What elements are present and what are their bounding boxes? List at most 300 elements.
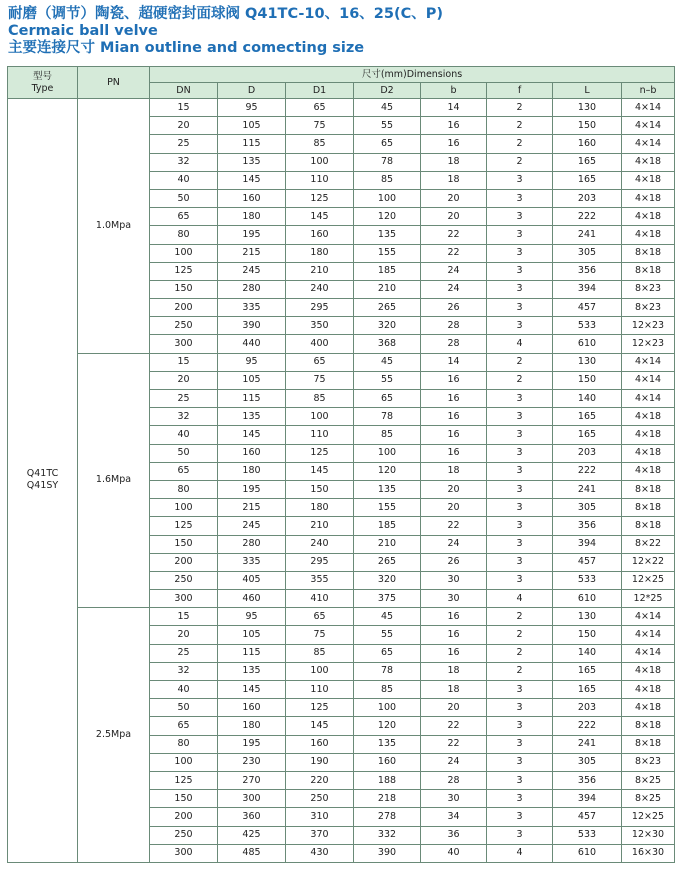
table-cell: 230 xyxy=(218,753,286,771)
table-cell: 165 xyxy=(553,662,622,680)
table-cell: 400 xyxy=(286,335,354,353)
table-cell: 3 xyxy=(487,735,553,753)
table-cell: 4 xyxy=(487,844,553,862)
table-cell: 2 xyxy=(487,626,553,644)
table-cell: 220 xyxy=(286,771,354,789)
table-cell: 356 xyxy=(553,262,622,280)
table-cell: 30 xyxy=(421,790,487,808)
table-cell: 110 xyxy=(286,171,354,189)
table-cell: 4×18 xyxy=(622,426,675,444)
table-cell: 245 xyxy=(218,262,286,280)
table-cell: 16×30 xyxy=(622,844,675,862)
table-cell: 195 xyxy=(218,226,286,244)
table-cell: 8×18 xyxy=(622,499,675,517)
table-cell: 150 xyxy=(553,371,622,389)
table-cell: 15 xyxy=(150,353,218,371)
table-cell: 20 xyxy=(421,480,487,498)
table-cell: 295 xyxy=(286,553,354,571)
table-cell: 8×18 xyxy=(622,480,675,498)
table-cell: 30 xyxy=(421,571,487,589)
table-cell: 160 xyxy=(218,699,286,717)
table-cell: 12×25 xyxy=(622,808,675,826)
table-cell: 350 xyxy=(286,317,354,335)
table-cell: 95 xyxy=(218,99,286,117)
table-cell: 3 xyxy=(487,517,553,535)
table-cell: 28 xyxy=(421,771,487,789)
table-cell: 50 xyxy=(150,444,218,462)
table-cell: 8×18 xyxy=(622,517,675,535)
table-cell: 3 xyxy=(487,226,553,244)
table-cell: 300 xyxy=(150,590,218,608)
table-cell: 22 xyxy=(421,244,487,262)
table-cell: 3 xyxy=(487,390,553,408)
table-cell: 105 xyxy=(218,371,286,389)
table-cell: 160 xyxy=(286,226,354,244)
table-cell: 140 xyxy=(553,644,622,662)
table-cell: 3 xyxy=(487,699,553,717)
table-cell: 45 xyxy=(354,608,421,626)
table-cell: 185 xyxy=(354,262,421,280)
table-cell: 241 xyxy=(553,735,622,753)
table-cell: 457 xyxy=(553,299,622,317)
table-cell: 155 xyxy=(354,499,421,517)
table-cell: 75 xyxy=(286,626,354,644)
table-cell: 14 xyxy=(421,353,487,371)
table-cell: 100 xyxy=(150,753,218,771)
type-header-en: Type xyxy=(31,82,54,94)
table-cell: 4 xyxy=(487,335,553,353)
table-cell: 145 xyxy=(286,208,354,226)
table-cell: 3 xyxy=(487,535,553,553)
table-cell: 100 xyxy=(286,153,354,171)
table-cell: 85 xyxy=(354,426,421,444)
table-cell: 12×23 xyxy=(622,335,675,353)
table-cell: 55 xyxy=(354,371,421,389)
table-cell: 356 xyxy=(553,771,622,789)
table-cell: 4×14 xyxy=(622,117,675,135)
table-cell: 390 xyxy=(218,317,286,335)
table-cell: 4 xyxy=(487,590,553,608)
table-cell: 335 xyxy=(218,553,286,571)
table-cell: 3 xyxy=(487,208,553,226)
table-cell: 8×25 xyxy=(622,790,675,808)
table-cell: 12×30 xyxy=(622,826,675,844)
table-cell: 18 xyxy=(421,153,487,171)
column-header: b xyxy=(421,83,487,99)
table-cell: 185 xyxy=(354,517,421,535)
table-cell: 4×14 xyxy=(622,371,675,389)
table-cell: 222 xyxy=(553,717,622,735)
table-cell: 4×14 xyxy=(622,608,675,626)
table-cell: 105 xyxy=(218,117,286,135)
table-cell: 80 xyxy=(150,480,218,498)
table-cell: 250 xyxy=(150,317,218,335)
table-cell: 18 xyxy=(421,462,487,480)
table-cell: 300 xyxy=(150,844,218,862)
table-cell: 40 xyxy=(421,844,487,862)
table-cell: 3 xyxy=(487,299,553,317)
table-cell: 4×14 xyxy=(622,135,675,153)
table-cell: 55 xyxy=(354,626,421,644)
type-label: Q41SY xyxy=(26,480,59,492)
table-cell: 140 xyxy=(553,390,622,408)
table-cell: 100 xyxy=(150,244,218,262)
column-header: D xyxy=(218,83,286,99)
table-cell: 100 xyxy=(354,444,421,462)
table-cell: 533 xyxy=(553,826,622,844)
table-cell: 85 xyxy=(286,390,354,408)
table-cell: 16 xyxy=(421,135,487,153)
table-cell: 610 xyxy=(553,335,622,353)
table-cell: 305 xyxy=(553,753,622,771)
table-cell: 80 xyxy=(150,226,218,244)
table-cell: 200 xyxy=(150,553,218,571)
table-cell: 250 xyxy=(286,790,354,808)
table-cell: 457 xyxy=(553,808,622,826)
table-cell: 40 xyxy=(150,426,218,444)
table-cell: 16 xyxy=(421,390,487,408)
table-cell: 145 xyxy=(286,717,354,735)
table-cell: 100 xyxy=(286,408,354,426)
table-cell: 222 xyxy=(553,462,622,480)
table-cell: 3 xyxy=(487,681,553,699)
table-cell: 2 xyxy=(487,153,553,171)
table-cell: 160 xyxy=(553,135,622,153)
table-cell: 150 xyxy=(150,790,218,808)
table-cell: 405 xyxy=(218,571,286,589)
table-cell: 8×23 xyxy=(622,753,675,771)
table-cell: 210 xyxy=(354,280,421,298)
table-cell: 4×18 xyxy=(622,171,675,189)
table-cell: 150 xyxy=(553,117,622,135)
table-cell: 200 xyxy=(150,808,218,826)
table-cell: 375 xyxy=(354,590,421,608)
table-cell: 15 xyxy=(150,99,218,117)
table-cell: 22 xyxy=(421,735,487,753)
table-cell: 210 xyxy=(286,517,354,535)
table-cell: 215 xyxy=(218,499,286,517)
table-cell: 394 xyxy=(553,535,622,553)
table-cell: 125 xyxy=(286,444,354,462)
table-cell: 16 xyxy=(421,371,487,389)
table-cell: 4×14 xyxy=(622,99,675,117)
table-cell: 145 xyxy=(286,462,354,480)
table-cell: 180 xyxy=(218,208,286,226)
table-cell: 300 xyxy=(218,790,286,808)
table-cell: 310 xyxy=(286,808,354,826)
table-cell: 165 xyxy=(553,153,622,171)
table-cell: 8×18 xyxy=(622,244,675,262)
table-cell: 32 xyxy=(150,662,218,680)
table-cell: 22 xyxy=(421,717,487,735)
table-cell: 4×14 xyxy=(622,626,675,644)
table-cell: 241 xyxy=(553,480,622,498)
table-cell: 14 xyxy=(421,99,487,117)
table-cell: 150 xyxy=(553,626,622,644)
table-cell: 85 xyxy=(354,171,421,189)
table-header xyxy=(8,67,675,99)
table-cell: 12*25 xyxy=(622,590,675,608)
type-header-cn: 型号 xyxy=(32,70,52,82)
table-cell: 160 xyxy=(218,189,286,207)
table-cell: 335 xyxy=(218,299,286,317)
table-cell: 135 xyxy=(354,480,421,498)
table-cell: 8×23 xyxy=(622,299,675,317)
table-cell: 332 xyxy=(354,826,421,844)
table-cell: 24 xyxy=(421,280,487,298)
table-cell: 3 xyxy=(487,317,553,335)
table-cell: 15 xyxy=(150,608,218,626)
table-cell: 95 xyxy=(218,608,286,626)
table-cell: 4×18 xyxy=(622,153,675,171)
table-cell: 440 xyxy=(218,335,286,353)
table-cell: 165 xyxy=(553,171,622,189)
table-row xyxy=(8,99,675,117)
table-cell: 245 xyxy=(218,517,286,535)
table-cell: 270 xyxy=(218,771,286,789)
table-cell: 115 xyxy=(218,390,286,408)
table-cell: 203 xyxy=(553,444,622,462)
table-cell: 65 xyxy=(150,717,218,735)
table-cell: 195 xyxy=(218,735,286,753)
table-cell: 120 xyxy=(354,208,421,226)
table-cell: 12×22 xyxy=(622,553,675,571)
pn-header: PN xyxy=(78,67,150,99)
table-cell: 4×18 xyxy=(622,226,675,244)
table-cell: 3 xyxy=(487,499,553,517)
table-cell: 125 xyxy=(286,189,354,207)
table-cell: 20 xyxy=(150,117,218,135)
table-cell: 610 xyxy=(553,844,622,862)
column-header: L xyxy=(553,83,622,99)
table-cell: 24 xyxy=(421,753,487,771)
table-cell: 3 xyxy=(487,244,553,262)
table-cell: 4×14 xyxy=(622,644,675,662)
table-cell: 18 xyxy=(421,662,487,680)
table-cell: 278 xyxy=(354,808,421,826)
table-cell: 115 xyxy=(218,644,286,662)
table-cell: 240 xyxy=(286,535,354,553)
table-cell: 2 xyxy=(487,117,553,135)
table-cell: 20 xyxy=(421,699,487,717)
table-cell: 16 xyxy=(421,408,487,426)
table-cell: 188 xyxy=(354,771,421,789)
table-cell: 16 xyxy=(421,644,487,662)
table-cell: 16 xyxy=(421,626,487,644)
table-cell: 320 xyxy=(354,571,421,589)
table-cell: 12×25 xyxy=(622,571,675,589)
table-cell: 125 xyxy=(150,771,218,789)
table-cell: 135 xyxy=(218,662,286,680)
table-row xyxy=(8,608,675,626)
table-cell: 22 xyxy=(421,226,487,244)
table-cell: 45 xyxy=(354,99,421,117)
table-cell: 65 xyxy=(150,462,218,480)
table-cell: 215 xyxy=(218,244,286,262)
table-cell: 3 xyxy=(487,444,553,462)
table-cell: 250 xyxy=(150,826,218,844)
table-cell: 78 xyxy=(354,408,421,426)
table-cell: 394 xyxy=(553,790,622,808)
table-cell: 135 xyxy=(218,153,286,171)
table-cell: 2 xyxy=(487,371,553,389)
table-cell: 394 xyxy=(553,280,622,298)
subtitle: 主要连接尺寸 Mian outline and comecting size xyxy=(8,40,365,56)
table-cell: 125 xyxy=(150,517,218,535)
table-cell: 3 xyxy=(487,462,553,480)
table-cell: 65 xyxy=(286,353,354,371)
table-cell: 55 xyxy=(354,117,421,135)
table-cell: 110 xyxy=(286,426,354,444)
table-cell: 16 xyxy=(421,608,487,626)
table-cell: 265 xyxy=(354,299,421,317)
table-cell: 16 xyxy=(421,444,487,462)
table-cell: 210 xyxy=(354,535,421,553)
column-header: f xyxy=(487,83,553,99)
table-cell: 50 xyxy=(150,189,218,207)
table-cell: 100 xyxy=(354,189,421,207)
table-cell: 3 xyxy=(487,753,553,771)
table-cell: 265 xyxy=(354,553,421,571)
table-cell: 12×23 xyxy=(622,317,675,335)
table-cell: 120 xyxy=(354,462,421,480)
table-cell: 2 xyxy=(487,662,553,680)
table-cell: 155 xyxy=(354,244,421,262)
table-cell: 16 xyxy=(421,426,487,444)
table-cell: 26 xyxy=(421,299,487,317)
table-cell: 25 xyxy=(150,644,218,662)
table-cell: 28 xyxy=(421,317,487,335)
table-cell: 4×18 xyxy=(622,681,675,699)
table-cell: 160 xyxy=(218,444,286,462)
table-cell: 20 xyxy=(150,371,218,389)
type-header xyxy=(8,67,78,99)
table-cell: 4×18 xyxy=(622,699,675,717)
table-cell: 3 xyxy=(487,171,553,189)
table-cell: 78 xyxy=(354,662,421,680)
table-cell: 150 xyxy=(286,480,354,498)
table-cell: 65 xyxy=(354,644,421,662)
table-cell: 18 xyxy=(421,171,487,189)
table-cell: 145 xyxy=(218,681,286,699)
table-cell: 20 xyxy=(150,626,218,644)
table-cell: 222 xyxy=(553,208,622,226)
table-cell: 135 xyxy=(354,735,421,753)
table-cell: 110 xyxy=(286,681,354,699)
table-cell: 203 xyxy=(553,189,622,207)
table-cell: 355 xyxy=(286,571,354,589)
table-cell: 370 xyxy=(286,826,354,844)
table-cell: 36 xyxy=(421,826,487,844)
table-cell: 180 xyxy=(218,717,286,735)
table-cell: 8×23 xyxy=(622,280,675,298)
table-cell: 4×18 xyxy=(622,444,675,462)
table-cell: 241 xyxy=(553,226,622,244)
table-cell: 3 xyxy=(487,480,553,498)
table-cell: 25 xyxy=(150,390,218,408)
dimensions-table xyxy=(7,66,675,863)
table-cell: 135 xyxy=(218,408,286,426)
table-cell: 20 xyxy=(421,208,487,226)
pn-cell: 1.0Mpa xyxy=(78,99,150,354)
table-cell: 20 xyxy=(421,189,487,207)
table-cell: 425 xyxy=(218,826,286,844)
table-cell: 485 xyxy=(218,844,286,862)
table-cell: 3 xyxy=(487,553,553,571)
table-cell: 250 xyxy=(150,571,218,589)
type-label: Q41TC xyxy=(26,468,59,480)
table-cell: 430 xyxy=(286,844,354,862)
table-cell: 195 xyxy=(218,480,286,498)
table-cell: 130 xyxy=(553,353,622,371)
pn-cell: 1.6Mpa xyxy=(78,353,150,608)
table-cell: 390 xyxy=(354,844,421,862)
table-cell: 135 xyxy=(354,226,421,244)
table-cell: 125 xyxy=(150,262,218,280)
title-cn: 耐磨（调节）陶瓷、超硬密封面球阀 Q41TC-10、16、25(C、P) xyxy=(8,6,443,22)
table-cell: 280 xyxy=(218,280,286,298)
table-cell: 356 xyxy=(553,517,622,535)
table-cell: 145 xyxy=(218,426,286,444)
table-cell: 3 xyxy=(487,426,553,444)
table-cell: 78 xyxy=(354,153,421,171)
table-cell: 18 xyxy=(421,681,487,699)
table-cell: 2 xyxy=(487,644,553,662)
table-cell: 130 xyxy=(553,608,622,626)
table-cell: 3 xyxy=(487,771,553,789)
table-cell: 16 xyxy=(421,117,487,135)
table-cell: 40 xyxy=(150,681,218,699)
table-cell: 65 xyxy=(286,608,354,626)
table-cell: 460 xyxy=(218,590,286,608)
table-cell: 100 xyxy=(354,699,421,717)
table-cell: 65 xyxy=(286,99,354,117)
column-header: DN xyxy=(150,83,218,99)
table-cell: 3 xyxy=(487,826,553,844)
heading-block xyxy=(0,0,700,57)
table-cell: 360 xyxy=(218,808,286,826)
table-cell: 8×18 xyxy=(622,717,675,735)
table-cell: 180 xyxy=(218,462,286,480)
table-cell: 240 xyxy=(286,280,354,298)
table-cell: 533 xyxy=(553,571,622,589)
table-body xyxy=(8,99,675,863)
table-cell: 34 xyxy=(421,808,487,826)
table-cell: 24 xyxy=(421,535,487,553)
title-en: Cermaic ball velve xyxy=(8,23,158,39)
table-cell: 75 xyxy=(286,117,354,135)
table-cell: 300 xyxy=(150,335,218,353)
table-cell: 145 xyxy=(218,171,286,189)
table-cell: 26 xyxy=(421,553,487,571)
table-cell: 305 xyxy=(553,499,622,517)
table-cell: 28 xyxy=(421,335,487,353)
table-cell: 75 xyxy=(286,371,354,389)
table-cell: 218 xyxy=(354,790,421,808)
table-cell: 115 xyxy=(218,135,286,153)
table-cell: 45 xyxy=(354,353,421,371)
table-cell: 8×18 xyxy=(622,735,675,753)
table-cell: 8×18 xyxy=(622,262,675,280)
table-cell: 160 xyxy=(286,735,354,753)
table-cell: 4×18 xyxy=(622,208,675,226)
table-cell: 165 xyxy=(553,681,622,699)
table-cell: 190 xyxy=(286,753,354,771)
table-cell: 80 xyxy=(150,735,218,753)
table-cell: 165 xyxy=(553,408,622,426)
table-cell: 3 xyxy=(487,262,553,280)
table-cell: 25 xyxy=(150,135,218,153)
